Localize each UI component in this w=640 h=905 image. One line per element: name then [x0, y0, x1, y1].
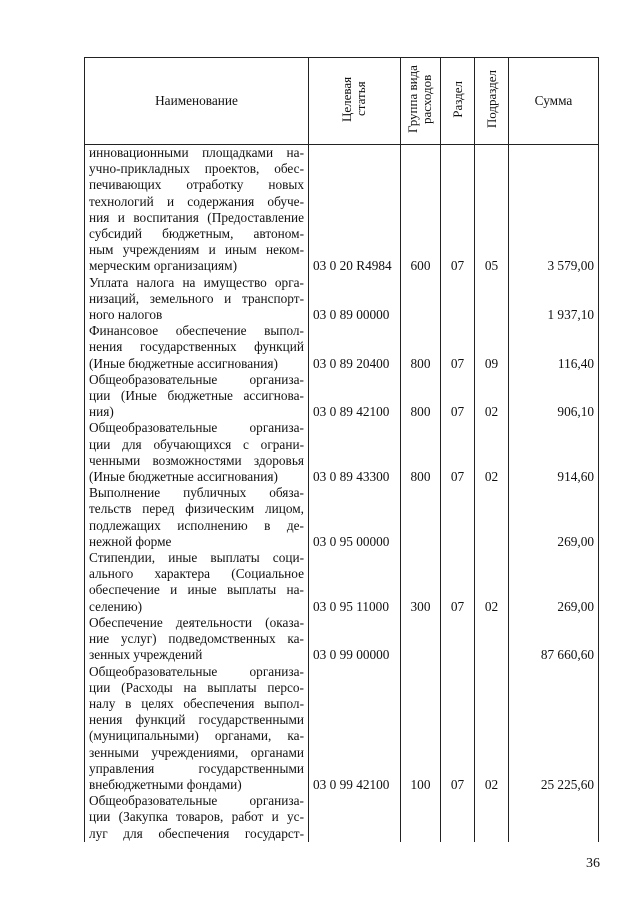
row-expense-group: 600 [401, 145, 441, 275]
table-row [85, 793, 599, 842]
row-target-code: 03 0 89 20400 [309, 323, 401, 372]
table-header [85, 58, 599, 145]
row-section: 07 [441, 145, 475, 275]
row-subsection: 02 [475, 550, 509, 615]
row-subsection: 05 [475, 145, 509, 275]
row-target-code: 03 0 95 00000 [309, 485, 401, 550]
row-name-line: ального характера (Социальное [89, 566, 304, 582]
row-name-line: подлежащих исполнению в де- [89, 517, 304, 533]
row-expense-group [401, 793, 441, 842]
row-name-line: учно-прикладных проектов, обес- [89, 161, 304, 177]
row-name-line: (Иные бюджетные ассигнования) [89, 469, 278, 485]
row-sum: 25 225,60 [509, 664, 599, 794]
header-expense-group: Группа вида расходов [401, 58, 441, 145]
row-sum: 906,10 [509, 372, 599, 421]
page-number: 36 [586, 856, 600, 871]
row-expense-group: 800 [401, 372, 441, 421]
row-sum [509, 793, 599, 842]
row-subsection: 09 [475, 323, 509, 372]
row-name [85, 145, 309, 275]
row-name-line: ного налогов [89, 307, 163, 323]
row-subsection [475, 793, 509, 842]
row-sum: 269,00 [509, 485, 599, 550]
row-expense-group [401, 615, 441, 664]
row-expense-group [401, 275, 441, 324]
row-name-line: субсидий бюджетным, автоном- [89, 226, 304, 242]
row-name [85, 664, 309, 794]
row-target-code: 03 0 99 00000 [309, 615, 401, 664]
row-expense-group: 100 [401, 664, 441, 794]
row-name [85, 420, 309, 485]
row-name-line: налу в целях обеспечения выпол- [89, 695, 304, 711]
table-row [85, 145, 599, 275]
row-name-line: ции (Расходы на выплаты персо- [89, 679, 304, 695]
row-name-line: зенными учреждениями, органами [89, 744, 304, 760]
header-sum: Сумма [509, 58, 599, 145]
row-name-line: Общеобразовательные организа- [89, 371, 304, 387]
row-subsection [475, 615, 509, 664]
row-section [441, 793, 475, 842]
row-name-line: (муниципальными) органами, ка- [89, 728, 304, 744]
row-name [85, 323, 309, 372]
table-row [85, 615, 599, 664]
row-name-line: Общеобразовательные организа- [89, 663, 304, 679]
row-name-line: ния и воспитания (Предоставление [89, 209, 304, 225]
header-subsection: Подраздел [475, 58, 509, 145]
row-name-line: тельств перед физическим лицом, [89, 501, 304, 517]
table-row [85, 550, 599, 615]
row-name [85, 372, 309, 421]
header-section: Раздел [441, 58, 475, 145]
row-name-line: Финансовое обеспечение выпол- [89, 323, 304, 339]
row-expense-group: 800 [401, 420, 441, 485]
row-section [441, 485, 475, 550]
row-target-code: 03 0 95 11000 [309, 550, 401, 615]
table-row [85, 372, 599, 421]
row-name [85, 275, 309, 324]
row-name-line: Выполнение публичных обяза- [89, 485, 304, 501]
row-name [85, 550, 309, 615]
row-section [441, 615, 475, 664]
row-section: 07 [441, 550, 475, 615]
row-subsection [475, 275, 509, 324]
row-name-line: Общеобразовательные организа- [89, 420, 304, 436]
row-name-line: нения государственных функций [89, 339, 304, 355]
row-name-line: зенных учреждений [89, 647, 203, 663]
row-sum: 116,40 [509, 323, 599, 372]
row-target-code: 03 0 89 43300 [309, 420, 401, 485]
row-expense-group: 800 [401, 323, 441, 372]
row-name-line: ченными возможностями здоровья [89, 452, 304, 468]
row-sum: 1 937,10 [509, 275, 599, 324]
row-target-code [309, 793, 401, 842]
row-name-line: инновационными площадками на- [89, 145, 304, 160]
row-target-code: 03 0 89 00000 [309, 275, 401, 324]
row-name-line: технологий и содержания обуче- [89, 193, 304, 209]
row-expense-group: 300 [401, 550, 441, 615]
row-section: 07 [441, 420, 475, 485]
row-sum: 3 579,00 [509, 145, 599, 275]
row-name [85, 615, 309, 664]
row-name-line: ции для обучающихся с ограни- [89, 436, 304, 452]
table-row [85, 664, 599, 794]
row-target-code: 03 0 99 42100 [309, 664, 401, 794]
row-name-line: обеспечение и иные выплаты на- [89, 582, 304, 598]
row-expense-group [401, 485, 441, 550]
row-section: 07 [441, 323, 475, 372]
table-body [85, 145, 599, 842]
row-section [441, 275, 475, 324]
table-row [85, 275, 599, 324]
row-name [85, 793, 309, 842]
row-subsection: 02 [475, 420, 509, 485]
row-name-line: Уплата налога на имущество орга- [89, 274, 304, 290]
row-name-line: ния) [89, 404, 114, 420]
row-name-line: ние услуг) подведомственных ка- [89, 631, 304, 647]
row-name-line: луг для обеспечения государст- [89, 825, 304, 841]
row-subsection [475, 485, 509, 550]
row-name-line: нежной форме [89, 533, 172, 549]
row-section: 07 [441, 372, 475, 421]
row-name-line: ции (Закупка товаров, работ и ус- [89, 809, 304, 825]
row-name-line: печивающих отработку новых [89, 177, 304, 193]
row-name-line: мерческим организациям) [89, 258, 237, 274]
row-name-line: ции (Иные бюджетные ассигнова- [89, 388, 304, 404]
row-name-line: селению) [89, 598, 143, 614]
row-target-code: 03 0 20 R4984 [309, 145, 401, 275]
table-row [85, 420, 599, 485]
row-name-line: внебюджетными фондами) [89, 776, 242, 792]
row-subsection: 02 [475, 664, 509, 794]
row-sum: 87 660,60 [509, 615, 599, 664]
row-name-line: Стипендии, иные выплаты соци- [89, 550, 304, 566]
row-name [85, 485, 309, 550]
header-name: Наименование [85, 58, 309, 145]
row-name-line: Общеобразовательные организа- [89, 793, 304, 809]
row-sum: 914,60 [509, 420, 599, 485]
row-subsection: 02 [475, 372, 509, 421]
row-name-line: низаций, земельного и транспорт- [89, 290, 304, 306]
row-name-line: управления государственными [89, 760, 304, 776]
budget-table [84, 57, 599, 842]
table-row [85, 323, 599, 372]
row-name-line: ным учреждениям и иным неком- [89, 242, 304, 258]
row-sum: 269,00 [509, 550, 599, 615]
row-target-code: 03 0 89 42100 [309, 372, 401, 421]
table-row [85, 485, 599, 550]
row-name-line: нения функций государственными [89, 712, 304, 728]
row-name-line: Обеспечение деятельности (оказа- [89, 614, 304, 630]
row-section: 07 [441, 664, 475, 794]
header-target: Целевая статья [309, 58, 401, 145]
row-name-line: (Иные бюджетные ассигнования) [89, 355, 278, 371]
